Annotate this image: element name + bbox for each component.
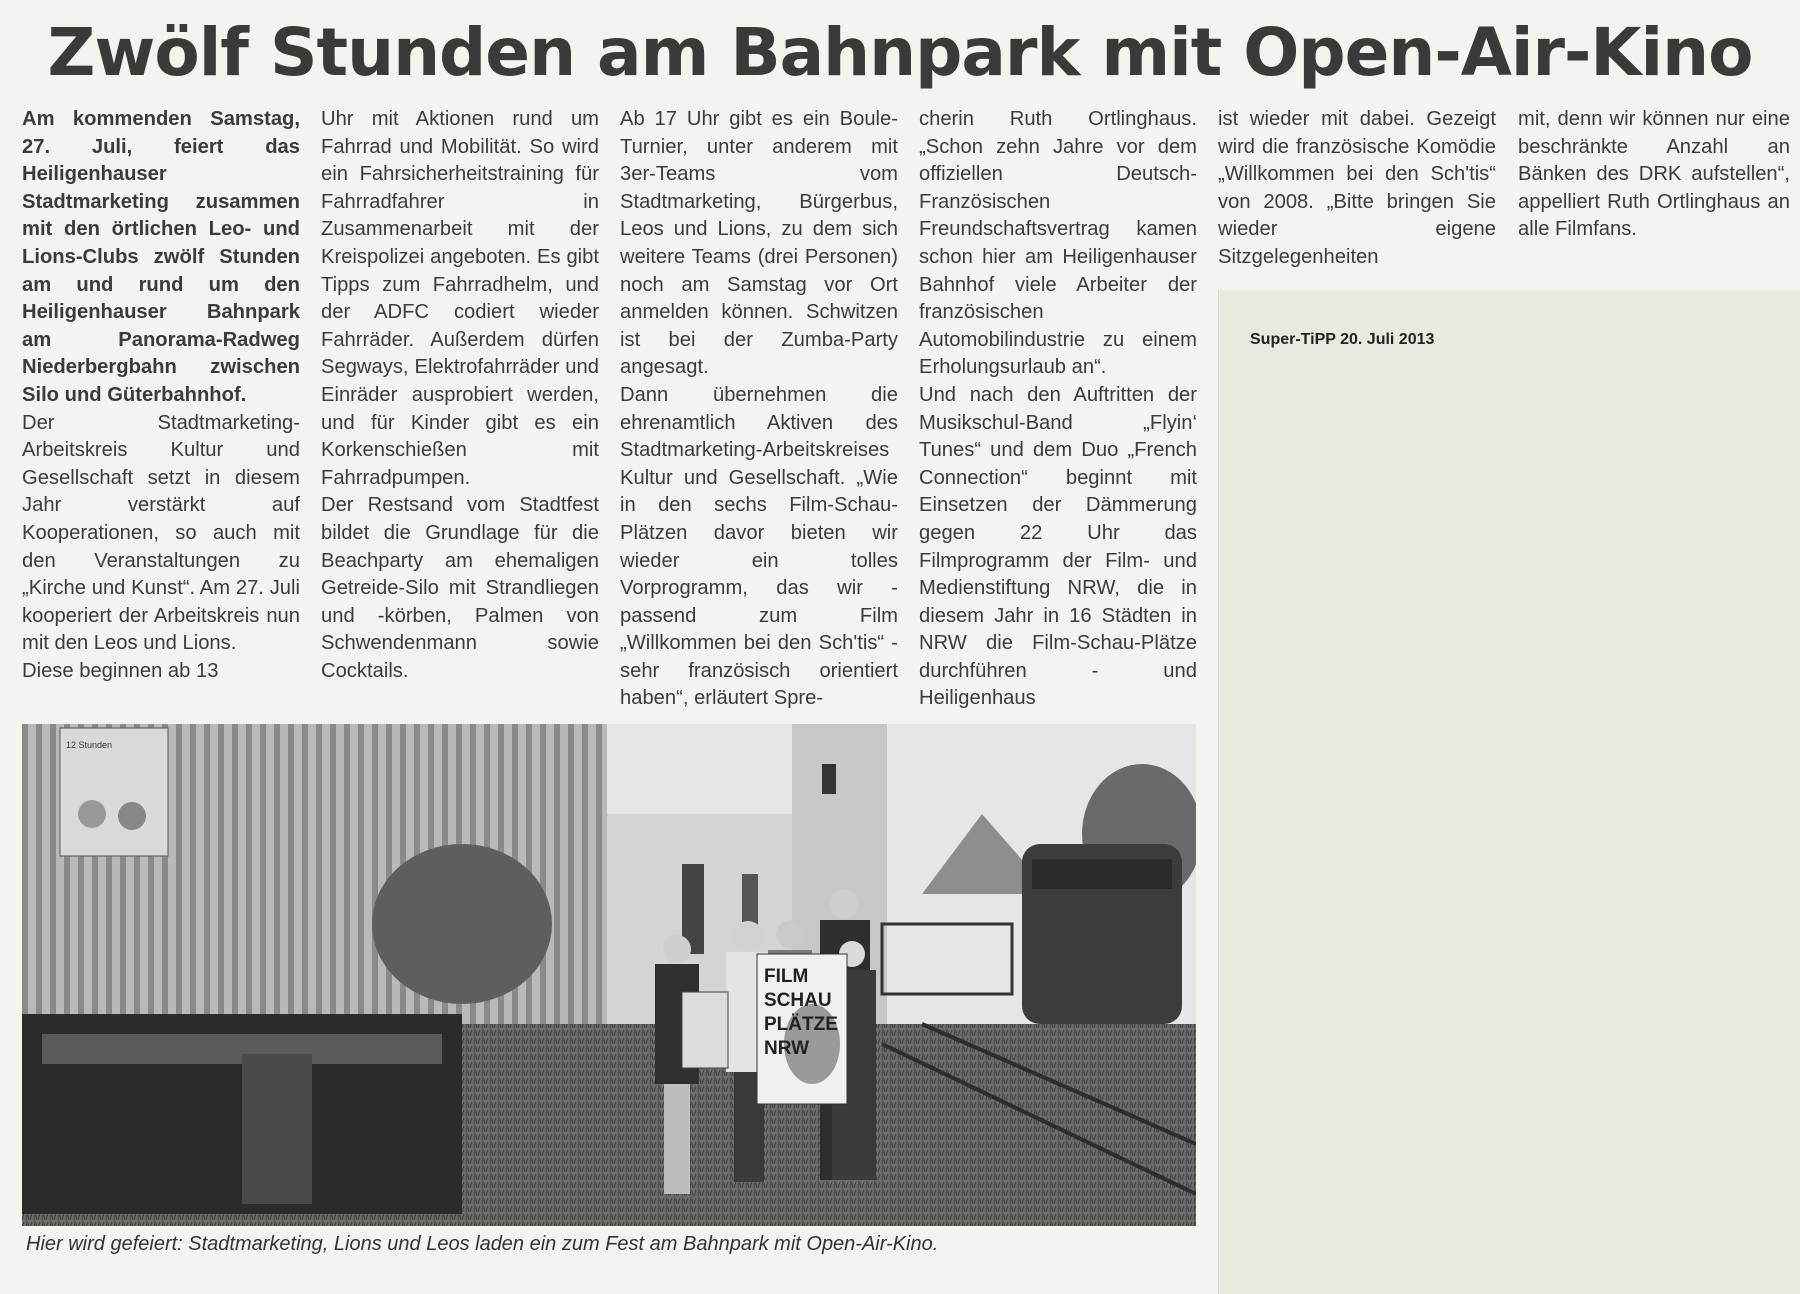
person-head: [776, 920, 804, 948]
paragraph: Dann übernehmen die ehrenamtlich Aktiven des Stadtmarketing-Arbeitskreises Kultur und Gesellschaft. „Wie in den sechs Film-Schau-Plätzen davor bieten wir wieder ein tolles Vorprogramm, das wir - passend zum Film „Willkommen bei den Sch'tis“ - sehr französisch orientiert haben“, erläutert Spre-: [620, 383, 898, 710]
person-head: [733, 921, 763, 951]
tower-window: [822, 764, 836, 794]
paragraph: Der Stadtmarketing-Arbeitskreis Kultur und Gesellschaft setzt in diesem Jahr verstärkt auf Kooperationen, so auch mit den Veranstaltungen zu „Kirche und Kunst“. Am 27. Juli kooperiert der Arbeitskreis nun mit den Leos und Lions.: [22, 411, 300, 655]
film-poster-text: PLÄTZE: [764, 1014, 838, 1035]
person-head: [829, 889, 859, 919]
paragraph: Uhr mit Aktionen rund um Fahrrad und Mobilität. So wird ein Fahrsicherheitstraining für Fahrradfahrer in Zusammenarbeit mit der Kreispolizei angeboten. Es gibt Tipps zum Fahrradhelm, und der ADFC codiert wieder Fahrräder. Außerdem dürfen Segways, Elektrofahrräder und Einräder ausprobiert werden, und für Kinder gibt es ein Korkenschießen mit Fahrradpumpen.: [321, 108, 599, 489]
paragraph: Ab 17 Uhr gibt es ein Boule-Turnier, unter anderem mit 3er-Teams vom Stadtmarketing, Bürgerbus, Leos und Lions, zu dem sich weitere Teams (drei Personen) noch am Samstag vor Ort anmelden können. Schwitzen ist bei der Zumba-Party angesagt.: [620, 108, 898, 379]
paragraph: Der Restsand vom Stadtfest bildet die Grundlage für die Beachparty am ehemaligen Getreide-Silo mit Strandliegen und -körben, Palmen von Schwendenmann sowie Cocktails.: [321, 494, 599, 682]
column-5: [1218, 106, 1496, 272]
paragraph: Und nach den Auftritten der Musikschul-Band „Flyin‘ Tunes“ und dem Duo „French Connection“ beginnt mit Einsetzen der Dämmerung gegen 22 Uhr das Filmprogramm der Film- und Medienstiftung NRW, die in diesem Jahr in 16 Städten in NRW die Film-Schau-Plätze durchführen - und Heiligenhaus: [919, 383, 1197, 710]
film-poster-text: NRW: [764, 1038, 810, 1059]
headline: Zwölf Stunden am Bahnpark mit Open-Air-Kino: [47, 14, 1753, 91]
column-6: [1518, 106, 1790, 244]
photo-scene: [22, 724, 1196, 1226]
column-2: [321, 106, 599, 685]
paragraph: ist wieder mit dabei. Gezeigt wird die französische Komödie „Willkommen bei den Sch'tis“ von 2008. „Bitte bringen Sie wieder eigene Sitzgelegenheiten: [1218, 108, 1496, 268]
leaflet: [682, 992, 728, 1068]
film-poster-text: FILM: [764, 966, 809, 987]
column-3: [620, 106, 898, 713]
paragraph: Diese beginnen ab 13: [22, 659, 219, 682]
poster-figure: [78, 800, 106, 828]
person-legs: [664, 1084, 690, 1194]
tree: [372, 844, 552, 1004]
film-poster: [757, 954, 847, 1104]
column-1: [22, 106, 300, 685]
film-poster-text: SCHAU: [764, 990, 832, 1011]
column-4: [919, 106, 1197, 713]
paragraph: mit, denn wir können nur eine beschränkte Anzahl an Bänken des DRK aufstellen“, appelliert Ruth Ortlinghaus an alle Filmfans.: [1518, 108, 1790, 241]
railcar-window-band: [1032, 859, 1172, 889]
silo-poster-text: 12 Stunden: [66, 740, 113, 750]
lead-paragraph: Am kommenden Samstag, 27. Juli, feiert das Heiligenhauser Stadtmarketing zusammen mit den örtlichen Leo- und Lions-Clubs zwölf Stunden am und rund um den Heiligenhauser Bahnpark am Panorama-Radweg Niederbergbahn zwischen Silo und Güterbahnhof.: [22, 108, 300, 406]
paragraph: cherin Ruth Ortlinghaus. „Schon zehn Jahre vor dem offiziellen Deutsch-Französischen Freundschaftsvertrag kamen schon hier am Heiligenhauser Bahnhof viele Arbeiter der französischen Automobilindustrie zu einem Erholungsurlaub an“.: [919, 108, 1197, 379]
poster-figure: [118, 802, 146, 830]
wagon-frame: [242, 1054, 312, 1204]
source-note: Super-TiPP 20. Juli 2013: [1250, 331, 1435, 348]
person-head: [663, 935, 691, 963]
photo-caption: Hier wird gefeiert: Stadtmarketing, Lions und Leos laden ein zum Fest am Bahnpark mit Open-Air-Kino.: [26, 1233, 939, 1255]
news-photo: [22, 724, 1196, 1226]
